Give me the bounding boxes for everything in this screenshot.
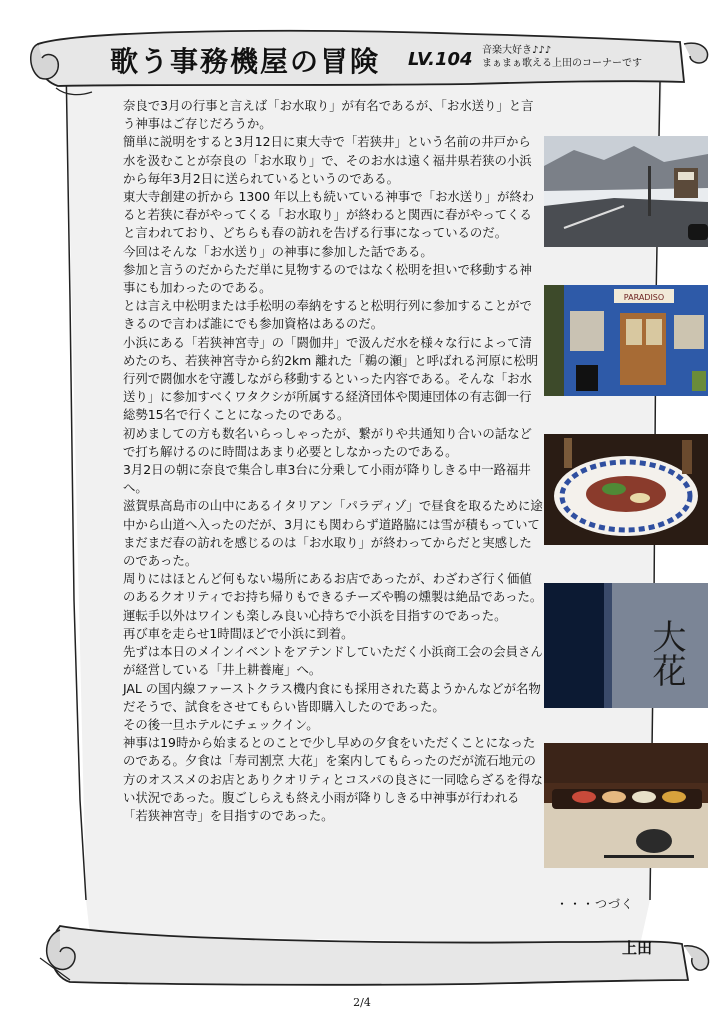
storefront-sign: PARADISO	[623, 293, 665, 302]
sushi-counter-photo	[544, 743, 708, 868]
snowy-road-photo	[544, 136, 708, 247]
paragraph: 簡単に説明をすると3月12日に東大寺で「若狭井」という名前の井戸から水を汲むことが奈良の「お水取り」で、そのお水は遠く福井県若狭の小浜から毎年3月2日に送られているというのである。	[123, 134, 532, 186]
paragraph: その後一旦ホテルにチェックイン。	[123, 716, 319, 732]
paragraph: 再び車を走らせ1時間ほどで小浜に到着。	[123, 625, 354, 641]
paragraph: 奈良で3月の行事と言えば「お水取り」が有名であるが、「お水送り」と言う神事はご存じだろうか。	[123, 98, 534, 132]
article-body	[123, 97, 543, 825]
subtitle-line-1: 音楽大好き♪♪♪	[482, 45, 552, 56]
paragraph: JAL の国内線ファーストクラス機内食にも採用された葛ようかんなどが名物だそうで、試食をさせてもらい皆即購入したのであった。	[123, 680, 541, 714]
paragraph: 今回はそんな「お水送り」の神事に参加した話である。	[123, 243, 433, 259]
column-title: 歌う事務機屋の冒険	[110, 45, 381, 78]
paragraph: とは言え中松明または手松明の奉納をすると松明行列に参加することができるので言わば誰にでも参加資格はあるのだ。	[123, 298, 532, 332]
column-subtitle	[482, 44, 642, 70]
shop-sign: 大花	[646, 619, 686, 687]
paragraph: 運転手以外はワインも楽しみ良い心持ちで小浜を目指すのであった。	[123, 607, 507, 623]
author-name: 上田	[622, 939, 653, 957]
paragraph: 東大寺創建の折から 1300 年以上も続いている神事で「お水送り」が終わると若狭に春がやってくる「お水取り」が終わると関西に春がやってくると言われており、どちらも春の訪れを告げる行事になっているのだ。	[123, 189, 535, 241]
subtitle-line-2: まぁまぁ歌える上田のコーナーです	[482, 58, 642, 69]
paragraph: 先ずは本日のメインイベントをアテンドしていただく小浜商工会の会員さんが経営している「井上耕養庵」へ。	[123, 644, 543, 678]
level-label: LV.104	[408, 49, 473, 70]
lunch-plate-photo	[544, 434, 708, 545]
daika-sign-photo	[544, 583, 708, 708]
paragraph: 初めましての方も数名いらっしゃったが、繋がりや共通知り合いの話などで打ち解けるのに時間はあまり必要としなかったのである。	[123, 425, 532, 459]
paragraph: 参加と言うのだからただ単に見物するのではなく松明を担いで移動する神事にも加わったのである。	[123, 261, 532, 296]
paragraph: 3月2日の朝に奈良で集合し車3台に分乗して小雨が降りしきる中一路福井へ。	[123, 462, 531, 496]
paragraph: 神事は19時から始まるとのことで少し早めの夕食をいただくことになったのである。夕食は「寿司割烹 大花」を案内してもらったのだが流石地元の方のオススメのお店とありクオリティとコスパの良さに一同唸らざるを得ない状況であった。腹ごしらえも終え小雨が降りしきる中神事が行われる「若狭神宮寺」を目指すのであった。	[123, 735, 543, 823]
paragraph: 周りにはほとんど何もない場所にあるお店であったが、わざわざ行く価値のあるクオリティでお持ち帰りもできるチーズや鴨の燻製は絶品であった。	[123, 571, 543, 605]
paragraph: 小浜にある「若狭神宮寺」の「閼伽井」で汲んだ水を様々な行によって清めたのち、若狭神宮寺から約2km 離れた「鵜の瀬」と呼ばれる河原に松明行列で閼伽水を守護しながら移動するといった内容である。そんな「お水送り」に参加すべくワタクシが所属する経済団体や関連団体の有志御一行総勢15名で行くことになったのである。	[123, 334, 539, 423]
paragraph: 滋賀県高島市の山中にあるイタリアン「パラディゾ」で昼食を取るために途中から山道へ入ったのだが、3月にも関わらず道路脇には雪が積もっていてまだまだ春の訪れを感じるのは「お水取り」が終わってからだと実感したのであった。	[123, 498, 543, 569]
paradiso-storefront-photo	[544, 285, 708, 396]
page-number: 2/4	[353, 996, 371, 1009]
continue-mark: ・・・つづく	[556, 897, 635, 911]
